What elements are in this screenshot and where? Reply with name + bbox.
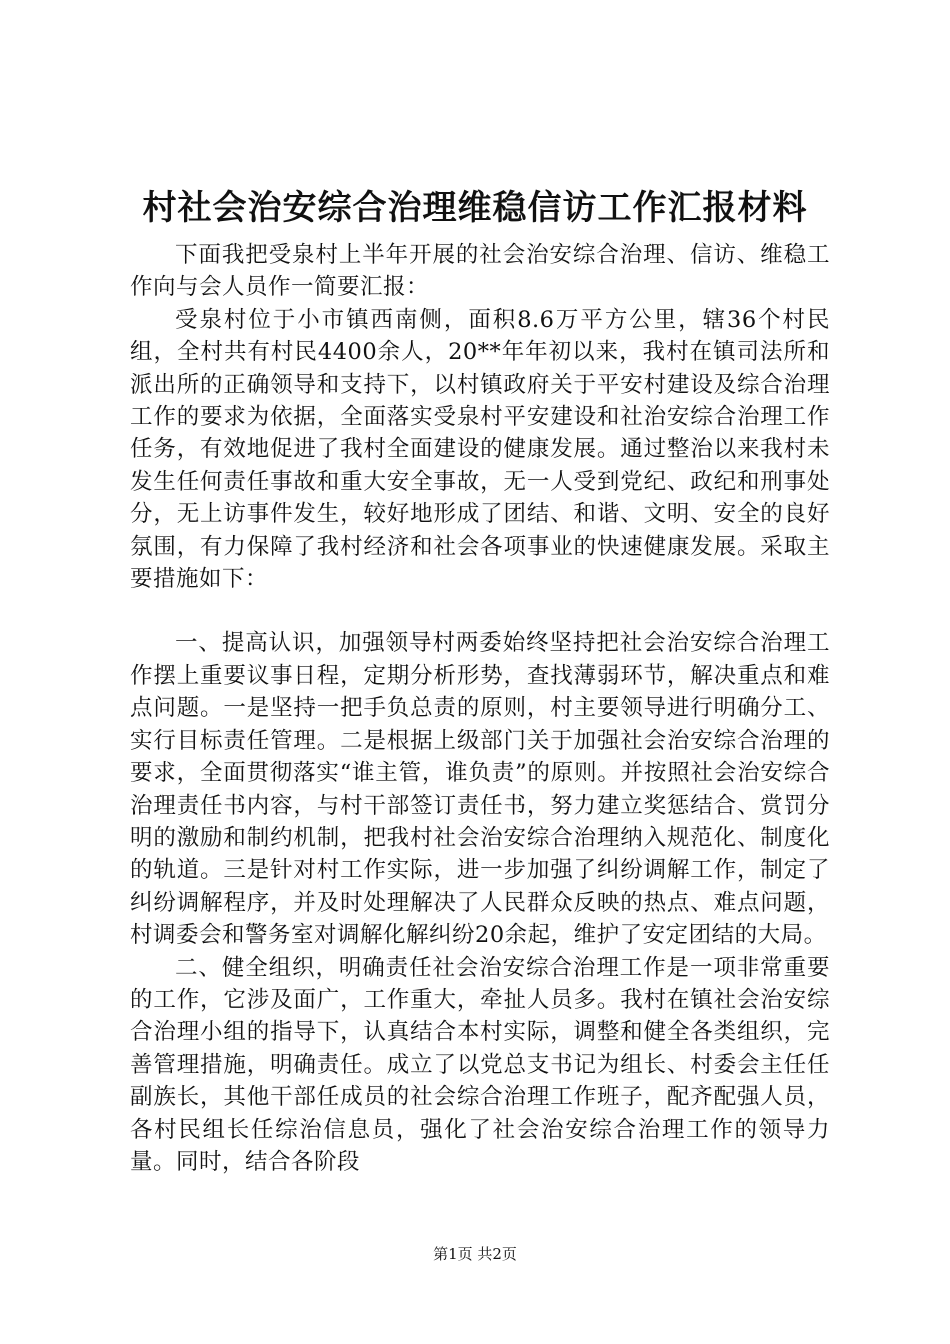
page-number-footer: 第1页 共2页	[433, 1245, 517, 1263]
paragraph-intro: 下面我把受泉村上半年开展的社会治安综合治理、信访、维稳工作向与会人员作一简要汇报：	[130, 242, 830, 301]
paragraph-section-one: 一、提高认识，加强领导村两委始终坚持把社会治安综合治理工作摆上重要议事日程，定期分析形势，查找薄弱环节，解决重点和难点问题。一是坚持一把手负总责的原则，村主要领导进行明确分工、实行目标责任管理。二是根据上级部门关于加强社会治安综合治理的要求，全面贯彻落实“谁主管，谁负责”的原则。并按照社会治安综合治理责任书内容，与村干部签订责任书，努力建立奖惩结合、赏罚分明的激励和制约机制，把我村社会治安综合治理纳入规范化、制度化的轨道。三是针对村工作实际，进一步加强了纠纷调解工作，制定了纠纷调解程序，并及时处理解决了人民群众反映的热点、难点问题，村调委会和警务室对调解化解纠纷20余起，维护了安定团结的大局。	[130, 630, 830, 949]
document-body	[130, 239, 830, 1178]
paragraph-section-two: 二、健全组织，明确责任社会治安综合治理工作是一项非常重要的工作，它涉及面广，工作重大，牵扯人员多。我村在镇社会治安综合治理小组的指导下，认真结合本村实际，调整和健全各类组织，完善管理措施，明确责任。成立了以党总支书记为组长、村委会主任任副族长，其他干部任成员的社会综合治理工作班子，配齐配强人员，各村民组长任综治信息员，强化了社会治安综合治理工作的领导力量。同时，结合各阶段	[130, 954, 830, 1175]
document-title: 村社会治安综合治理维稳信访工作汇报材料	[142, 188, 808, 228]
paragraph-overview: 受泉村位于小市镇西南侧，面积8.6万平方公里，辖36个村民组，全村共有村民4400余人，20**年年初以来，我村在镇司法所和派出所的正确领导和支持下，以村镇政府关于平安村建设及综合治理工作的要求为依据，全面落实受泉村平安建设和社治安综合治理工作任务，有效地促进了我村全面建设的健康发展。通过整治以来我村未发生任何责任事故和重大安全事故，无一人受到党纪、政纪和刑事处分，无上访事件发生，较好地形成了团结、和谐、文明、安全的良好氛围，有力保障了我村经济和社会各项事业的快速健康发展。采取主要措施如下：	[130, 306, 830, 593]
